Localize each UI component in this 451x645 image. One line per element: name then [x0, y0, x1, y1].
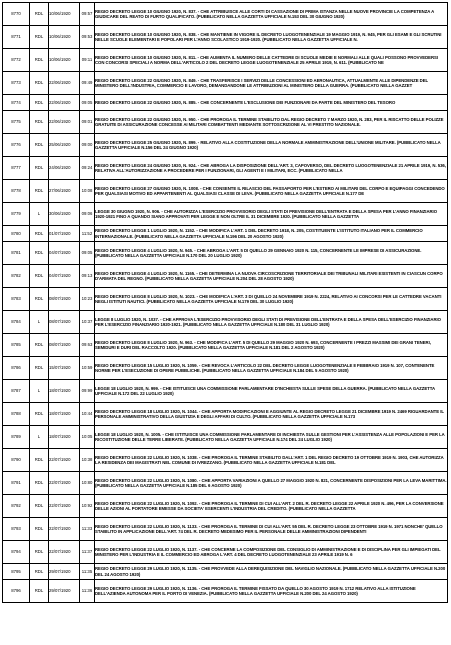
row-date: 22/07/1920 — [49, 495, 80, 518]
row-date: 22/06/1920 — [49, 72, 80, 95]
row-code: 11:36 — [80, 580, 95, 603]
row-number: 8794 — [3, 541, 30, 564]
row-code: 10:80 — [80, 472, 95, 495]
row-number: 8790 — [3, 449, 30, 472]
row-act-type: RDL — [30, 157, 49, 180]
row-number: 8788 — [3, 403, 30, 426]
row-act-type: RDL — [30, 495, 49, 518]
row-date: 29/07/1920 — [49, 580, 80, 603]
row-description: REGIO DECRETO LEGGE 22 GIUGNO 1920, N. 849. - CHE TRASFERISCE I SERVIZI DELLE CONCESSIONI ED AERONAUTICA, ATTUALMENTE ALLE DIPENDENZE DEL MINISTERO DELL'INDUSTRIA, COMMERCIO E LAVORO, DEMANDANDONE LE ATTRIBUZIONI AL MINISTERO DELLA GUERRA. (PUBBLICATO NELLA GAZZET — [95, 72, 448, 95]
row-act-type: RDL — [30, 580, 49, 603]
row-description: LEGGE 18 LUGLIO 1920, N. 999. - CHE ISTITUISCE UNA COMMISSIONE PARLAMENTARE D'INCHIESTA SULLE SPESE DELLA GUERRA. (PUBBLICATO NELLA GAZZETTA UFFICIALE N.172 DEL 22 LUGLIO 1920) — [95, 380, 448, 403]
row-act-type: L — [30, 426, 49, 449]
row-code: 09:99 — [80, 380, 95, 403]
table-row — [3, 472, 448, 495]
row-act-type: RDL — [30, 564, 49, 580]
row-date: 24/06/1920 — [49, 157, 80, 180]
row-number: 8784 — [3, 311, 30, 334]
row-date: 18/07/1920 — [49, 426, 80, 449]
row-code: 09:63 — [80, 334, 95, 357]
row-act-type: RDL — [30, 49, 49, 72]
row-date: 22/07/1920 — [49, 449, 80, 472]
row-act-type: L — [30, 203, 49, 226]
row-description: REGIO DECRETO LEGGE 22 LUGLIO 1920, N. 1080. - CHE APPORTA VARIAZIONI A QUELLO 27 MAGGIO 1920 N. 821, CONCERNENTE DISPOSIZIONI PER LA LEVA MARITTIMA. (PUBBLICATO NELLA GAZZETTA UFFICIALE N.185 DEL 6 AGOSTO 1920) — [95, 472, 448, 495]
table-row — [3, 95, 448, 111]
row-code: 10:08 — [80, 180, 95, 203]
row-date: 22/07/1920 — [49, 541, 80, 564]
row-date: 22/07/1920 — [49, 472, 80, 495]
row-date: 18/07/1920 — [49, 380, 80, 403]
row-number: 8786 — [3, 357, 30, 380]
row-act-type: RDL — [30, 134, 49, 157]
table-row — [3, 134, 448, 157]
table-row — [3, 564, 448, 580]
row-code: 09:01 — [80, 111, 95, 134]
row-number: 8782 — [3, 265, 30, 288]
row-act-type: RDL — [30, 111, 49, 134]
table-row — [3, 380, 448, 403]
registry-table — [2, 2, 448, 603]
row-number: 8774 — [3, 95, 30, 111]
row-act-type: RDL — [30, 472, 49, 495]
row-number: 8777 — [3, 157, 30, 180]
row-date: 22/07/1920 — [49, 518, 80, 541]
row-code: 10:37 — [80, 311, 95, 334]
row-date: 01/07/1920 — [49, 226, 80, 242]
row-date: 15/07/1920 — [49, 357, 80, 380]
row-code: 10:23 — [80, 288, 95, 311]
table-row — [3, 26, 448, 49]
table-row — [3, 242, 448, 265]
table-row — [3, 226, 448, 242]
row-act-type: RDL — [30, 288, 49, 311]
row-number: 8796 — [3, 580, 30, 603]
row-date: 04/07/1920 — [49, 265, 80, 288]
row-description: REGIO DECRETO LEGGE 8 LUGLIO 1920, N. 963. - CHE MODIFICA L'ART. 5 DI QUELLO 29 MAGGIO 1920 N. 693, CONCERNENTE I PREZZI MASSIMI DEI GRANI TENERI, SEMIDURI E DURI DEL RACCOLTO 1920. (PUBBLICATO NELLA GAZZETTA UFFICIALE N.181 DEL 2 AGOSTO 1920) — [95, 334, 448, 357]
row-code: 11:52 — [80, 226, 95, 242]
row-description: REGIO DECRETO LEGGE 18 LUGLIO 1920, N. 1044. - CHE APPORTA MODIFICAZIONI E AGGIUNTE AL REGIO DECRETO LEGGE 21 DICEMBRE 1919 N. 2469 RIGUARDANTE IL PERSONALE AMMINISTRATIVO DELLA GIUSTIZIA E DEGLI AFFARI DI CULTO. (PUBBLICATO NELLA GAZZETTA UFFICIALE N.173 — [95, 403, 448, 426]
row-number: 8783 — [3, 288, 30, 311]
row-date: 08/07/1920 — [49, 288, 80, 311]
row-description: LEGGE 8 LUGLIO 1920, N. 1037. - CHE APPROVA L'ESERCIZIO PROVVISORIO DEGLI STATI DI PREVISIONE DELL'ENTRATA E DELLA SPESA DELL'ESERCIZIO FINANZIARIO PER L'ESERCIZIO FINANZIARIO 1920-1921. (PUBBLICATO NELLA GAZZETTA UFFICIALE N.180 DEL 31 LUGLIO 1920) — [95, 311, 448, 334]
row-act-type: L — [30, 380, 49, 403]
row-number: 8780 — [3, 226, 30, 242]
table-row — [3, 334, 448, 357]
row-number: 8772 — [3, 49, 30, 72]
row-description: REGIO DECRETO LEGGE 4 LUGLIO 1920, N. 945. - CHE ABROGA L'ART. 5 DI QUELLO 29 GENNAIO 1920 N. 115, CONCERNENTE LE IMPRESE DI ASSICURAZIONE. (PUBBLICATO NELLA GAZZETTA UFFICIALE N.170 DEL 20 LUGLIO 1920) — [95, 242, 448, 265]
row-code: 09:13 — [80, 265, 95, 288]
row-act-type: RDL — [30, 518, 49, 541]
row-description: REGIO DECRETO LEGGE 25 GIUGNO 1920, N. 899. - RELATIVO ALLA COSTITUZIONE DELLA NORMALE AMMINISTRAZIONE DELL'UNIONE MILITARE. (PUBBLICATO NELLA GAZZETTA UFFICIALE N.156 DEL 24 GIUGNO 1920) — [95, 134, 448, 157]
row-description: LEGGE 30 GIUGNO 1920, N. 906. - CHE AUTORIZZA L'ESERCIZIO PROVVISORIO DEGLI STATI DI PREVISIONE DELL'ENTRATA E DELLA SPESA PER L'ANNO FINANZIARIO 1920-1921 FINO A QUANDO SIANO APPROVATI PER LEGGE E NON OLTRE IL 31 DICEMBRE 1920. (PUBBLICATO NELLA GAZZETTA — [95, 203, 448, 226]
table-row — [3, 49, 448, 72]
row-number: 8771 — [3, 26, 30, 49]
row-description: REGIO DECRETO LEGGE 29 LUGLIO 1920, N. 1136. - CHE PROROGA IL TERMINE FISSATO DA QUELLO 30 AGOSTO 1919 N. 1712 RELATIVO ALLA ISTITUZIONE DELL'AZIENDA AUTONOMA PER IL PORTO DI VENEZIA. (PUBBLICATO NELLA GAZZETTA UFFICIALE N.200 DEL 24 AGOSTO 1920) — [95, 580, 448, 603]
row-date: 10/06/1920 — [49, 26, 80, 49]
row-description: REGIO DECRETO LEGGE 27 GIUGNO 1920, N. 1008. - CHE CONSENTE IL RILASCIO DEL PASSAPORTO PER L'ESTERO AI MILITARI DEL CORPO E EQUIPAGGI CONCEDENDO PER QUALSIASI MOTIVO ED APPARTENENTI AL QUALSIASI CLASSE DI LEVA. (PUBBLICATO NELLA GAZZETTA UFFICIALE N.177 DE — [95, 180, 448, 203]
table-row — [3, 311, 448, 334]
row-act-type: RDL — [30, 95, 49, 111]
row-description: REGIO DECRETO LEGGE 4 LUGLIO 1920, N. 1165. - CHE DETERMINA LA NUOVA CIRCOSCRIZIONE TERRITORIALE DEI TRIBUNALI MILITARI ESISTENTI IN CIASCUN CORPO D'ARMATA DEL REGNO. (PUBBLICATO NELLA GAZZETTA UFFICIALE N.204 DEL 28 AGOSTO 1920) — [95, 265, 448, 288]
table-row — [3, 180, 448, 203]
row-date: 04/07/1920 — [49, 242, 80, 265]
row-code: 09:49 — [80, 72, 95, 95]
row-code: 11:35 — [80, 564, 95, 580]
row-description: REGIO DECRETO LEGGE 22 LUGLIO 1920, N. 1133. - CHE PROROGA IL TERMINE DI CUI ALL'ART. 55 DEL R. DECRETO LEGGE 23 OTTOBRE 1919 N. 1971 NONCHE' QUELLO STABILITO IN APPLICAZIONE DELL'ART. 74 DEL R. DECRETO MEDESIMO PER IL PERSONALE DELLE AMMINISTRAZIONI DIPENDENTI — [95, 518, 448, 541]
row-number: 8785 — [3, 334, 30, 357]
row-code: 09:05 — [80, 242, 95, 265]
row-date: 10/06/1920 — [49, 3, 80, 26]
row-act-type: RDL — [30, 72, 49, 95]
table-row — [3, 541, 448, 564]
row-date: 18/07/1920 — [49, 403, 80, 426]
table-row — [3, 518, 448, 541]
row-description: REGIO DECRETO LEGGE 10 GIUGNO 1920, N. 811. - CHE AUMENTA IL NUMERO DELLE CATTEDRE DI SCUOLE MEDIE E NORMALI ALLE QUALI POSSONO PROVVEDERSI CON CONCORSI SPECIALI A NORMA DELL'ARTICOLO 2 DEL DECRETO LEGGE LUOGOTENENZIALE 25 APRILE 1919, N. 611. (PUBBLICATO NE — [95, 49, 448, 72]
row-description: REGIO DECRETO LEGGE 1 LUGLIO 1920, N. 1152. - CHE MODIFICA L'ART. 1 DEL DECRETO 1918, N. 205, COSTITUENTE L'ISTITUTO ITALIANO PER IL COMMERCIO INTERNAZIONALE. (PUBBLICATO NELLA GAZZETTA UFFICIALE N.196 DEL 20 AGOSTO 1920) — [95, 226, 448, 242]
row-description: REGIO DECRETO LEGGE 22 GIUGNO 1920, N. 950. - CHE PROROGA IL TERMINE STABILITO DAL REGIO DECRETO 7 MARZO 1920, N. 283, PER IL RISCATTO DELLE POLIZZE GRATUITE DI ASSICURAZIONE CONCESSE AI MILITARI COMBATTENTI MEDIANTE SOTTOSCRIZIONE AL VI PRESTITO NAZIONALE. — [95, 111, 448, 134]
row-description: REGIO DECRETO LEGGE 29 LUGLIO 1920, N. 1135. - CHE PROVVEDE ALLA DEREQUISIZIONE DEL NAVIGLIO NAZIONALE. (PUBBLICATO NELLA GAZZETTA UFFICIALE N.200 DEL 24 AGOSTO 1920) — [95, 564, 448, 580]
row-code: 10:59 — [80, 357, 95, 380]
row-code: 11:37 — [80, 541, 95, 564]
row-date: 27/06/1920 — [49, 180, 80, 203]
table-row — [3, 580, 448, 603]
row-act-type: RDL — [30, 242, 49, 265]
table-row — [3, 495, 448, 518]
row-act-type: L — [30, 311, 49, 334]
row-act-type: RDL — [30, 357, 49, 380]
row-description: REGIO DECRETO LEGGE 8 LUGLIO 1920, N. 1023. - CHE MODIFICA L'ART. 3 DI QUELLO 24 NOVEMBRE 1919 N. 2224, RELATIVO AI CONCORSI PER LE CATTEDRE VACANTI NEGLI ISTITUTI NAUTICI. (PUBBLICATO NELLA GAZZETTA UFFICIALE N.179 DEL 30 LUGLIO 1920) — [95, 288, 448, 311]
row-description: REGIO DECRETO LEGGE 22 GIUGNO 1920, N. 885. - CHE CONCERNENTE L'ESCLUSIONE DEI FUNZIONARI DA PARTE DEL MINISTERO DEL TESORO — [95, 95, 448, 111]
row-description: REGIO DECRETO LEGGE 10 GIUGNO 1920, N. 837. - CHE ATTRIBUISCE ALLE CORTI DI CASSAZIONE DI PRIMA ISTANZA NELLE NUOVE PROVINCIE LA COMPETENZA A GIUDICARE DEL REATO DI FURTO QUALIFICATO. (PUBBLICATO NELLA GAZZETTA UFFICIALE N.153 DEL 30 GIUGNO 1920) — [95, 3, 448, 26]
row-act-type: RDL — [30, 265, 49, 288]
row-code: 09:11 — [80, 49, 95, 72]
row-date: 22/06/1920 — [49, 95, 80, 111]
row-code: 10:38 — [80, 449, 95, 472]
row-act-type: RDL — [30, 226, 49, 242]
row-description: REGIO DECRETO LEGGE 15 LUGLIO 1920, N. 1059. - CHE REVOCA L'ARTICOLO 22 DEL DECRETO LEGGE LUOGOTENENZIALE 8 FEBBRAIO 1919 N. 107, CONTENENTE NORME PER L'ESECUZIONE DI OPERE PUBBLICHE. (PUBBLICATO NELLA GAZZETTA UFFICIALE N.184 DEL 5 AGOSTO 1920) — [95, 357, 448, 380]
row-number: 8776 — [3, 134, 30, 157]
row-act-type: RDL — [30, 449, 49, 472]
row-code: 09:53 — [80, 26, 95, 49]
table-row — [3, 357, 448, 380]
row-act-type: RDL — [30, 403, 49, 426]
row-number: 8773 — [3, 72, 30, 95]
row-number: 8770 — [3, 3, 30, 26]
row-number: 8795 — [3, 564, 30, 580]
table-row — [3, 288, 448, 311]
row-description: LEGGE 18 LUGLIO 1920, N. 1005. - CHE ISTITUISCE UNA COMMISSIONE PARLAMENTARE DI INCHIESTA SULLE GESTIONI PER L'ASSISTENZA ALLE POPOLAZIONI E PER LA RICOSTITUZIONE DELLE TERRE LIBERATE. (PUBBLICATO NELLA GAZZETTA UFFICIALE N.174 DEL 24 LUGLIO 1920) — [95, 426, 448, 449]
row-date: 22/06/1920 — [49, 111, 80, 134]
row-description: REGIO DECRETO LEGGE 10 GIUGNO 1920, N. 838. - CHE MANTIENE IN VIGORE IL DECRETO LUOGOTENENZIALE 19 MAGGIO 1919, N. 945, PER GLI ESAMI E GLI SCRUTINI NELLE SCUOLE ELEMENTARI E POPOLARI PER L'ANNO SCOLASTICO 1919-1920. (PUBBLICATO NELLA GAZZETTA UFFICIALE N. — [95, 26, 448, 49]
table-row — [3, 426, 448, 449]
row-act-type: RDL — [30, 541, 49, 564]
table-row — [3, 111, 448, 134]
row-date: 08/07/1920 — [49, 311, 80, 334]
registry-body — [3, 3, 448, 603]
row-act-type: RDL — [30, 180, 49, 203]
row-act-type: RDL — [30, 3, 49, 26]
row-number: 8778 — [3, 180, 30, 203]
row-number: 8793 — [3, 518, 30, 541]
row-number: 8775 — [3, 111, 30, 134]
row-act-type: RDL — [30, 334, 49, 357]
row-date: 10/06/1920 — [49, 49, 80, 72]
row-description: REGIO DECRETO LEGGE 22 LUGLIO 1920, N. 1092. - CHE PROROGA IL TERMINE DI CUI ALL'ART. 2 DEL R. DECRETO LEGGE 22 APRILE 1920 N. 496, PER LA CONVERSIONE DELLE AZIONI AL PORTATORE EMESSE DA SOCIETA' ESERCENTI L'INDUSTRIA DEL CREDITO. (PUBBLICATO NELLA GAZZETTA — [95, 495, 448, 518]
row-date: 25/06/1920 — [49, 134, 80, 157]
row-code: 09:57 — [80, 3, 95, 26]
row-code: 11:33 — [80, 518, 95, 541]
table-row — [3, 157, 448, 180]
row-code: 10:05 — [80, 426, 95, 449]
row-date: 30/06/1920 — [49, 203, 80, 226]
row-number: 8779 — [3, 203, 30, 226]
row-code: 09:06 — [80, 203, 95, 226]
row-date: 29/07/1920 — [49, 564, 80, 580]
row-description: REGIO DECRETO LEGGE 22 LUGLIO 1920, N. 1137. - CHE CONCERNE LA COMPOSIZIONE DEL CONSIGLIO DI AMMINISTRAZIONE E DI DISCIPLINA PER GLI IMPIEGATI DEL MINISTERO PER L'INDUSTRIA E IL COMMERCIO ED ABROGA L'ART. 4 DEL DECRETO LUOGOTENENZIALE 23 APRILE 1919 N. 6 — [95, 541, 448, 564]
table-row — [3, 265, 448, 288]
row-number: 8792 — [3, 495, 30, 518]
row-number: 8789 — [3, 426, 30, 449]
row-description: REGIO DECRETO LEGGE 24 GIUGNO 1920, N. 924. - CHE ABROGA LA DISPOSIZIONE DELL'ART. 3, CAPOVERSO, DEL DECRETO LUOGOTENENZIALE 21 APRILE 1919, N. 536, RELATIVA ALL'AUTORIZZAZIONE A PROCEDERE PER I FUNZIONARI, GLI AGENTI E I MILITARI, ECC. (PUBBLICATO NELLA — [95, 157, 448, 180]
table-row — [3, 449, 448, 472]
table-row — [3, 3, 448, 26]
row-number: 8781 — [3, 242, 30, 265]
row-act-type: RDL — [30, 26, 49, 49]
table-row — [3, 403, 448, 426]
row-date: 08/07/1920 — [49, 334, 80, 357]
row-code: 10:92 — [80, 495, 95, 518]
row-code: 09:24 — [80, 157, 95, 180]
row-code: 09:05 — [80, 95, 95, 111]
row-code: 09:00 — [80, 134, 95, 157]
row-description: REGIO DECRETO LEGGE 22 LUGLIO 1920, N. 1038. - CHE PROROGA IL TERMINE STABILITO DALL'ART. 1 DEL REGIO DECRETO 19 OTTOBRE 1919 N. 1903, CHE AUTORIZZA LA RESIDENZA DEI MAGISTRATI NEL COMUNE DI IVREZZANO. (PUBBLICATO NELLA GAZZETTA UFFICIALE N.181 DEL — [95, 449, 448, 472]
table-row — [3, 203, 448, 226]
table-row — [3, 72, 448, 95]
row-number: 8787 — [3, 380, 30, 403]
row-code: 10:44 — [80, 403, 95, 426]
row-number: 8791 — [3, 472, 30, 495]
